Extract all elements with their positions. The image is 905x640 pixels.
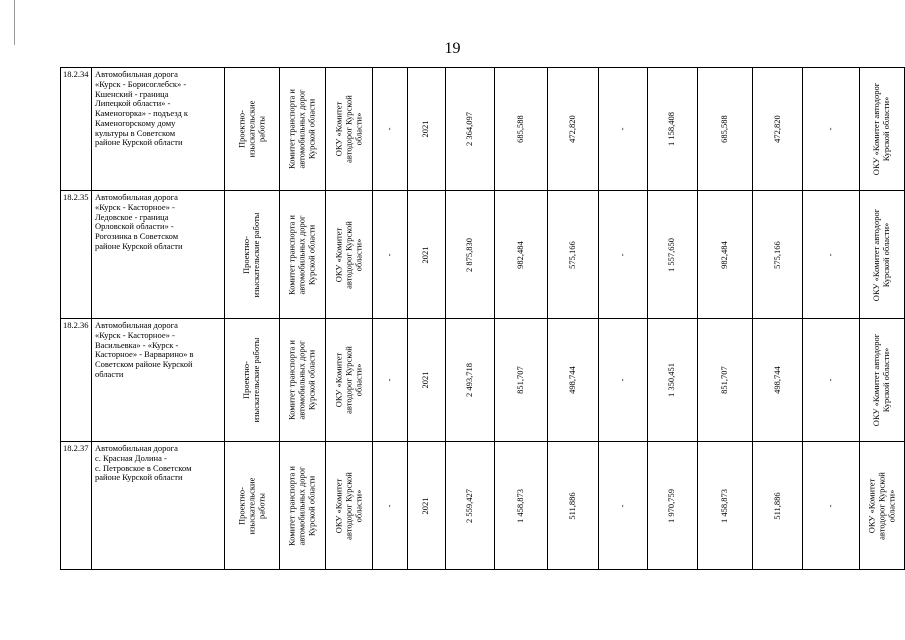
executor-line: области»: [352, 363, 363, 397]
c3-text: -: [825, 378, 836, 382]
customer-line: автомобильных дорог: [296, 465, 307, 546]
executor-line: ОКУ «Комитет: [333, 478, 344, 533]
v4-text: 982,484: [718, 240, 729, 269]
object-name-line: Каменогорскому дому: [94, 117, 176, 128]
executor-line: автодорог Курской: [342, 471, 353, 540]
customer-cell: [280, 68, 325, 191]
total-cell: [446, 442, 495, 570]
work_type-line: работы: [256, 116, 267, 142]
dash-cell-3: [803, 68, 860, 191]
v1-text: 982,484: [515, 240, 526, 269]
total-cell: [446, 68, 495, 191]
executor-line: ОКУ «Комитет: [333, 352, 344, 408]
v1-text: 1 458,873: [515, 488, 526, 523]
c3-text: -: [825, 127, 836, 131]
object-name-line: районе Курской области: [94, 240, 183, 251]
executor-line: автодорог Курской: [342, 346, 353, 414]
executor-text: [334, 221, 363, 289]
total-cell: [446, 191, 495, 319]
c1-text: -: [383, 504, 394, 507]
work_type-text: [242, 338, 262, 423]
dash-cell-2: [599, 191, 648, 319]
object-name: [92, 68, 224, 148]
v3-text: 1 158,408: [666, 112, 677, 146]
executor-line: области»: [352, 489, 363, 522]
v2-text: 498,744: [566, 366, 577, 394]
v3-text: 1 350,451: [666, 363, 677, 397]
object-name-line: области: [94, 368, 124, 379]
table-row: [61, 319, 905, 442]
dash-cell-1: [373, 442, 408, 570]
table-row: [61, 442, 905, 570]
responsible-line: Курской области»: [881, 347, 892, 413]
customer-line: Комитет транспорта и: [286, 89, 297, 169]
work_type-line: изыскательские: [246, 100, 257, 158]
c2-text: -: [617, 127, 628, 131]
executor-cell: [325, 191, 372, 319]
total-cell: [446, 319, 495, 442]
work_type-text: [242, 212, 262, 297]
year-cell: [407, 191, 445, 319]
value-cell-3: [648, 68, 697, 191]
object-name-line: Каменогорка» - подъезд к: [94, 108, 189, 119]
value-cell-2: [547, 442, 598, 570]
dash-cell-1: [373, 68, 408, 191]
value-cell-3: [648, 319, 697, 442]
row-id: 18.2.34: [63, 69, 89, 79]
value-cell-4: [697, 191, 752, 319]
year-text: 2021: [420, 246, 431, 263]
v1-text: 851,707: [515, 366, 526, 394]
responsible-line: Курской области»: [881, 96, 892, 162]
object-name-line: районе Курской области: [94, 137, 183, 148]
executor-line: автодорог Курской: [342, 95, 353, 163]
value-cell-4: [697, 68, 752, 191]
value-cell-4: [697, 442, 752, 570]
work-type-cell: [225, 68, 280, 191]
object-name-line: Кшенский - граница: [94, 88, 169, 99]
value-cell-1: [495, 442, 547, 570]
work_type-line: Проектно-: [241, 361, 252, 399]
responsible-line: ОКУ «Комитет автодорог: [871, 82, 882, 176]
row-id: 18.2.36: [63, 320, 89, 330]
dash-cell-3: [803, 442, 860, 570]
v4-text: 1 458,873: [718, 488, 729, 523]
value-cell-5: [752, 191, 802, 319]
executor-line: ОКУ «Комитет: [333, 101, 344, 157]
object-name-line: Васильевка» - «Курск -: [94, 339, 179, 350]
page-number: 19: [444, 40, 461, 57]
dash-cell-3: [803, 191, 860, 319]
value-cell-1: [495, 319, 547, 442]
executor-cell: [325, 442, 372, 570]
object-name: [92, 442, 224, 483]
customer-line: Курской области: [306, 224, 317, 285]
executor-cell: [325, 319, 372, 442]
customer-line: Курской области: [306, 98, 317, 160]
customer-text: [288, 466, 317, 546]
v2-text: 472,820: [566, 115, 577, 143]
executor-line: автодорог Курской: [342, 220, 353, 289]
object-name-line: Автомобильная дорога: [94, 320, 178, 330]
responsible-line: ОКУ «Комитет автодорог: [871, 208, 882, 301]
object-name-line: Автомобильная дорога: [94, 443, 178, 453]
row-id-cell: [61, 319, 92, 442]
work_type-line: изыскательские работы: [251, 212, 262, 297]
responsible-text: [868, 472, 897, 540]
row-id-cell: [61, 191, 92, 319]
c1-text: -: [383, 253, 394, 256]
responsible-cell: [860, 442, 905, 570]
object-name-line: Касторное» - Варварино» в: [94, 349, 194, 360]
responsible-text: [872, 83, 892, 175]
object-name-line: «Курск - Касторное» -: [94, 201, 175, 212]
object-name-line: районе Курской области: [94, 472, 183, 483]
dash-cell-2: [599, 442, 648, 570]
c2-text: -: [617, 504, 628, 507]
table-row: [61, 191, 905, 319]
year-cell: [407, 442, 445, 570]
responsible-line: ОКУ «Комитет автодорог: [871, 333, 882, 427]
value-cell-5: [752, 319, 802, 442]
responsible-line: области»: [886, 489, 897, 522]
object-name-line: Орловской области» -: [94, 221, 174, 232]
work-type-cell: [225, 442, 280, 570]
customer-line: Курской области: [306, 349, 317, 411]
object-name-cell: [91, 191, 224, 319]
total-text: 2 559,427: [464, 488, 475, 523]
work_type-line: Проектно-: [236, 110, 247, 148]
executor-text: [334, 95, 363, 163]
object-name: [92, 319, 224, 380]
year-text: 2021: [420, 120, 431, 138]
object-name-line: «Курск - Касторное» -: [94, 329, 175, 340]
work_type-text: [238, 477, 267, 534]
work_type-text: [238, 101, 267, 158]
object-name-cell: [91, 68, 224, 191]
value-cell-5: [752, 68, 802, 191]
responsible-text: [872, 208, 892, 300]
object-name-cell: [91, 319, 224, 442]
value-cell-3: [648, 442, 697, 570]
object-name-line: культуры в Советском: [94, 127, 176, 138]
c1-text: -: [383, 127, 394, 131]
customer-line: Комитет транспорта и: [286, 465, 297, 546]
object-name-cell: [91, 442, 224, 570]
customer-text: [288, 340, 317, 420]
year-text: 2021: [420, 497, 431, 514]
v5-text: 511,886: [771, 491, 782, 520]
work_type-line: Проектно-: [241, 235, 252, 274]
executor-line: области»: [352, 112, 363, 146]
responsible-cell: [860, 319, 905, 442]
year-text: 2021: [420, 371, 431, 389]
responsible-line: Курской области»: [881, 222, 892, 287]
c2-text: -: [617, 378, 628, 382]
object-name-line: Автомобильная дорога: [94, 69, 178, 79]
c3-text: -: [825, 253, 836, 256]
c3-text: -: [825, 504, 836, 507]
customer-cell: [280, 442, 325, 570]
object-name: [92, 191, 224, 252]
work-type-cell: [225, 319, 280, 442]
customer-line: Комитет транспорта и: [286, 214, 297, 295]
object-name-line: Советском районе Курской: [94, 359, 193, 370]
executor-line: ОКУ «Комитет: [333, 227, 344, 282]
executor-line: области»: [352, 238, 363, 271]
object-name-line: с. Петровское в Советском: [94, 462, 192, 473]
value-cell-1: [495, 191, 547, 319]
customer-text: [288, 215, 317, 295]
v4-text: 851,707: [718, 366, 729, 394]
year-cell: [407, 319, 445, 442]
value-cell-2: [547, 191, 598, 319]
dash-cell-3: [803, 319, 860, 442]
responsible-line: автодорог Курской: [876, 471, 887, 540]
v3-text: 1 557,650: [666, 237, 677, 272]
row-id: 18.2.37: [63, 443, 89, 453]
year-cell: [407, 68, 445, 191]
customer-line: Курской области: [306, 475, 317, 536]
total-text: 2 493,718: [464, 363, 475, 397]
row-id: 18.2.35: [63, 192, 89, 202]
customer-cell: [280, 319, 325, 442]
executor-cell: [325, 68, 372, 191]
v5-text: 472,820: [771, 115, 782, 143]
work_type-line: изыскательские: [246, 477, 257, 534]
row-id-cell: [61, 442, 92, 570]
object-name-line: Рогозинка в Советском: [94, 231, 179, 242]
c1-text: -: [383, 378, 394, 382]
v5-text: 498,744: [771, 366, 782, 394]
work_type-line: работы: [256, 492, 267, 519]
dash-cell-2: [599, 319, 648, 442]
value-cell-2: [547, 68, 598, 191]
value-cell-3: [648, 191, 697, 319]
responsible-line: ОКУ «Комитет: [866, 478, 877, 533]
v1-text: 685,588: [515, 115, 526, 143]
row-id-cell: [61, 68, 92, 191]
v4-text: 685,588: [718, 115, 729, 143]
customer-line: Комитет транспорта и: [286, 340, 297, 420]
value-cell-5: [752, 442, 802, 570]
object-name-line: Ледовское - граница: [94, 211, 169, 222]
v5-text: 575,166: [771, 240, 782, 269]
customer-line: автомобильных дорог: [296, 214, 307, 295]
v2-text: 511,886: [566, 491, 577, 520]
object-name-line: с. Красная Долина -: [94, 452, 167, 463]
total-text: 2 364,097: [464, 112, 475, 146]
executor-text: [334, 472, 363, 540]
executor-text: [334, 346, 363, 414]
budget-table: [60, 67, 905, 570]
responsible-text: [872, 334, 892, 426]
value-cell-2: [547, 319, 598, 442]
responsible-cell: [860, 68, 905, 191]
customer-line: автомобильных дорог: [296, 340, 307, 420]
work_type-line: изыскательские работы: [251, 337, 262, 423]
c2-text: -: [617, 253, 628, 256]
v2-text: 575,166: [566, 240, 577, 269]
dash-cell-1: [373, 191, 408, 319]
table-row: [61, 68, 905, 191]
dash-cell-2: [599, 68, 648, 191]
margin-rule: [14, 0, 15, 45]
customer-line: автомобильных дорог: [296, 89, 307, 169]
v3-text: 1 970,759: [666, 488, 677, 523]
value-cell-4: [697, 319, 752, 442]
object-name-line: «Курск - Борисоглебск» -: [94, 78, 187, 89]
object-name-line: Автомобильная дорога: [94, 192, 178, 202]
value-cell-1: [495, 68, 547, 191]
responsible-cell: [860, 191, 905, 319]
dash-cell-1: [373, 319, 408, 442]
total-text: 2 875,830: [464, 237, 475, 272]
work-type-cell: [225, 191, 280, 319]
customer-text: [288, 89, 317, 169]
work_type-line: Проектно-: [236, 486, 247, 525]
object-name-line: Липецкой области» -: [94, 98, 171, 109]
customer-cell: [280, 191, 325, 319]
